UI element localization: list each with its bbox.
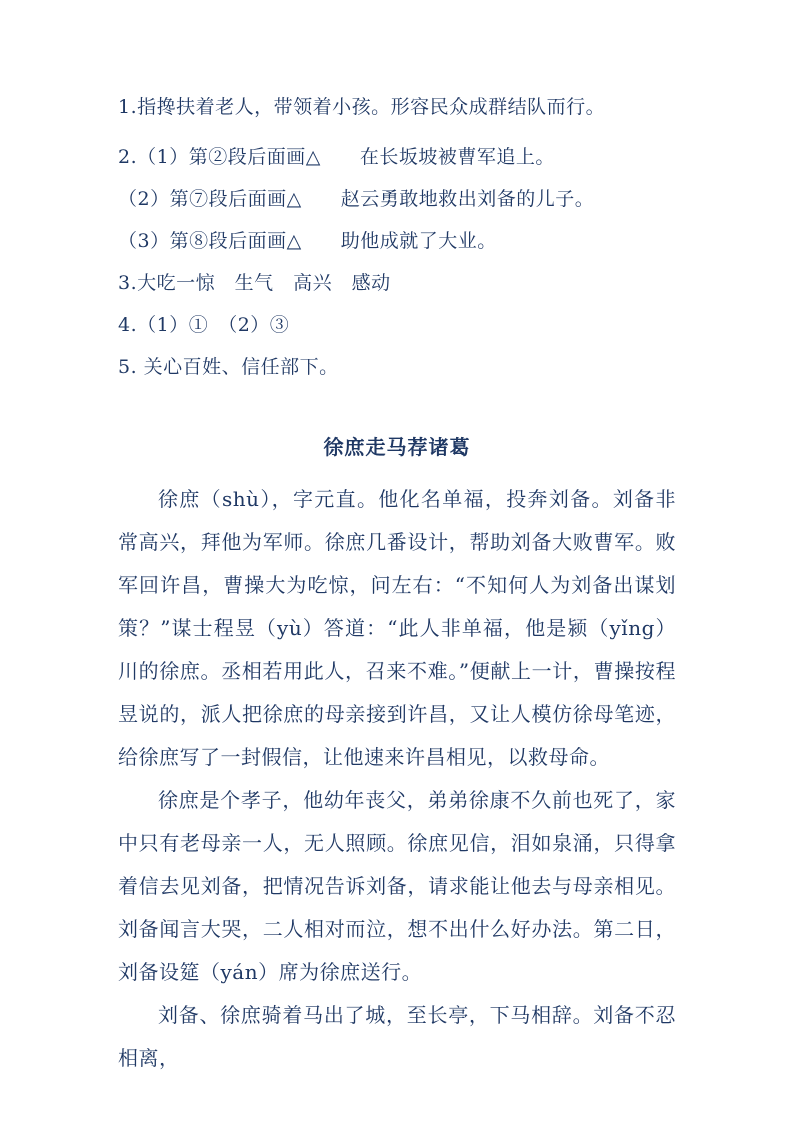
answer-line-7: 5. 关心百姓、信任部下。 — [118, 356, 339, 378]
passage-paragraph-3: 刘备、徐庶骑着马出了城，至长亭，下马相辞。刘备不忍相离， — [118, 1003, 676, 1070]
passage-paragraph-2: 徐庶是个孝子，他幼年丧父，弟弟徐康不久前也死了，家中只有老母亲一人，无人照顾。徐庶见信，泪如泉涌，只得拿着信去见刘备，把情况告诉刘备，请求能让他去与母亲相见。刘备闻言大哭，二人相对而泣，想不出什么好办法。第二日，刘备设筵（yán）席为徐庶送行。 — [118, 788, 676, 984]
answer-line-6: 4.（1）① （2）③ — [118, 314, 290, 336]
passage-body — [118, 478, 676, 1080]
answer-line-4: （3）第⑧段后面画△ 助他成就了大业。 — [118, 230, 497, 252]
answer-key-section — [118, 93, 676, 381]
answer-line-3: （2）第⑦段后面画△ 赵云勇敢地救出刘备的儿子。 — [118, 188, 595, 210]
passage-paragraph-1: 徐庶（shù），字元直。他化名单福，投奔刘备。刘备非常高兴，拜他为军师。徐庶几番设计，帮助刘备大败曹军。败军回许昌，曹操大为吃惊，问左右：“不知何人为刘备出谋划策？”谋士程昱（yù）答道：“此人非单福，他是颍（yǐng）川的徐庶。丞相若用此人，召来不难。”便献上一计，曹操按程昱说的，派人把徐庶的母亲接到许昌，又让人模仿徐母笔迹，给徐庶写了一封假信，让他速来许昌相见，以救母命。 — [118, 487, 676, 769]
answer-line-5: 3.大吃一惊 生气 高兴 感动 — [118, 272, 391, 294]
answer-line-1: 1.指搀扶着老人，带领着小孩。形容民众成群结队而行。 — [118, 96, 606, 118]
answer-line-2: 2.（1）第②段后面画△ 在长坂坡被曹军追上。 — [118, 146, 555, 168]
passage-title: 徐庶走马荐诸葛 — [323, 435, 471, 459]
